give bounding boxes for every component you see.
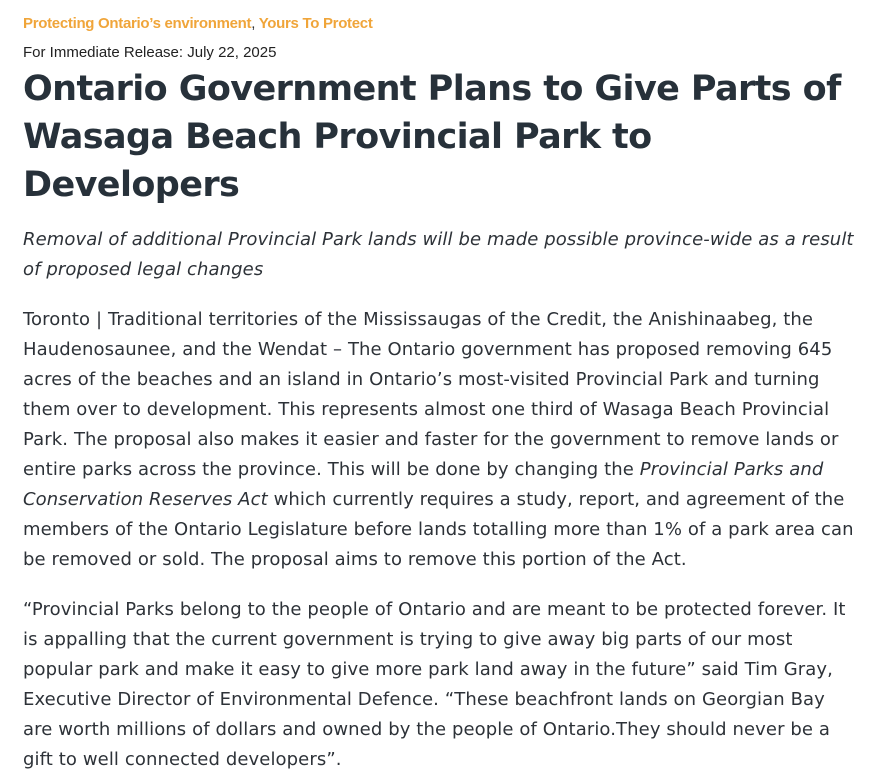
- article-title: Ontario Government Plans to Give Parts of Wasaga Beach Provincial Park to Developers: [23, 69, 841, 205]
- category-links: [23, 14, 879, 34]
- paragraph-1-text-start: Toronto | Traditional territories of the Mississaugas of the Credit, the Anishinaabeg, the Haudenosaunee, and the Wendat – The Ontario government has proposed removing 645 acres of the beaches and an island in Ontario’s most-visited Provincial Park and turning them over to development. This represents almost one third of Wasaga Beach Provincial Park. The proposal also makes it easier and faster for the government to remove lands or entire parks across the province. This will be done by changing the: [23, 309, 839, 480]
- category-link-yours-to-protect[interactable]: Yours To Protect: [258, 15, 373, 32]
- paragraph-1-text-end: which currently requires a study, report, and agreement of the members of the Ontario Legislature before lands totalling more than 1% of a park area can be removed or sold. The proposal aims to remove this portion of the Act.: [23, 489, 854, 570]
- category-link-protecting-ontario[interactable]: Protecting Ontario’s environment: [23, 15, 252, 32]
- article-subtitle: Removal of additional Provincial Park lands will be made possible province-wide as a result of proposed legal changes: [23, 229, 854, 280]
- article-paragraph-1: [23, 305, 858, 575]
- category-separator: ,: [251, 15, 256, 32]
- release-date-line: For Immediate Release: July 22, 2025: [23, 44, 277, 61]
- act-name: Provincial Parks and Conservation Reserves Act: [23, 459, 824, 510]
- article-paragraph-2: “Provincial Parks belong to the people of Ontario and are meant to be protected forever. It is appalling that the current government is trying to give away big parts of our most popular park and make it easy to give more park land away in the future” said Tim Gray, Executive Director of Environmental Defence. “These beachfront lands on Georgian Bay are worth millions of dollars and owned by the people of Ontario.They should never be a gift to well connected developers”.: [23, 599, 846, 770]
